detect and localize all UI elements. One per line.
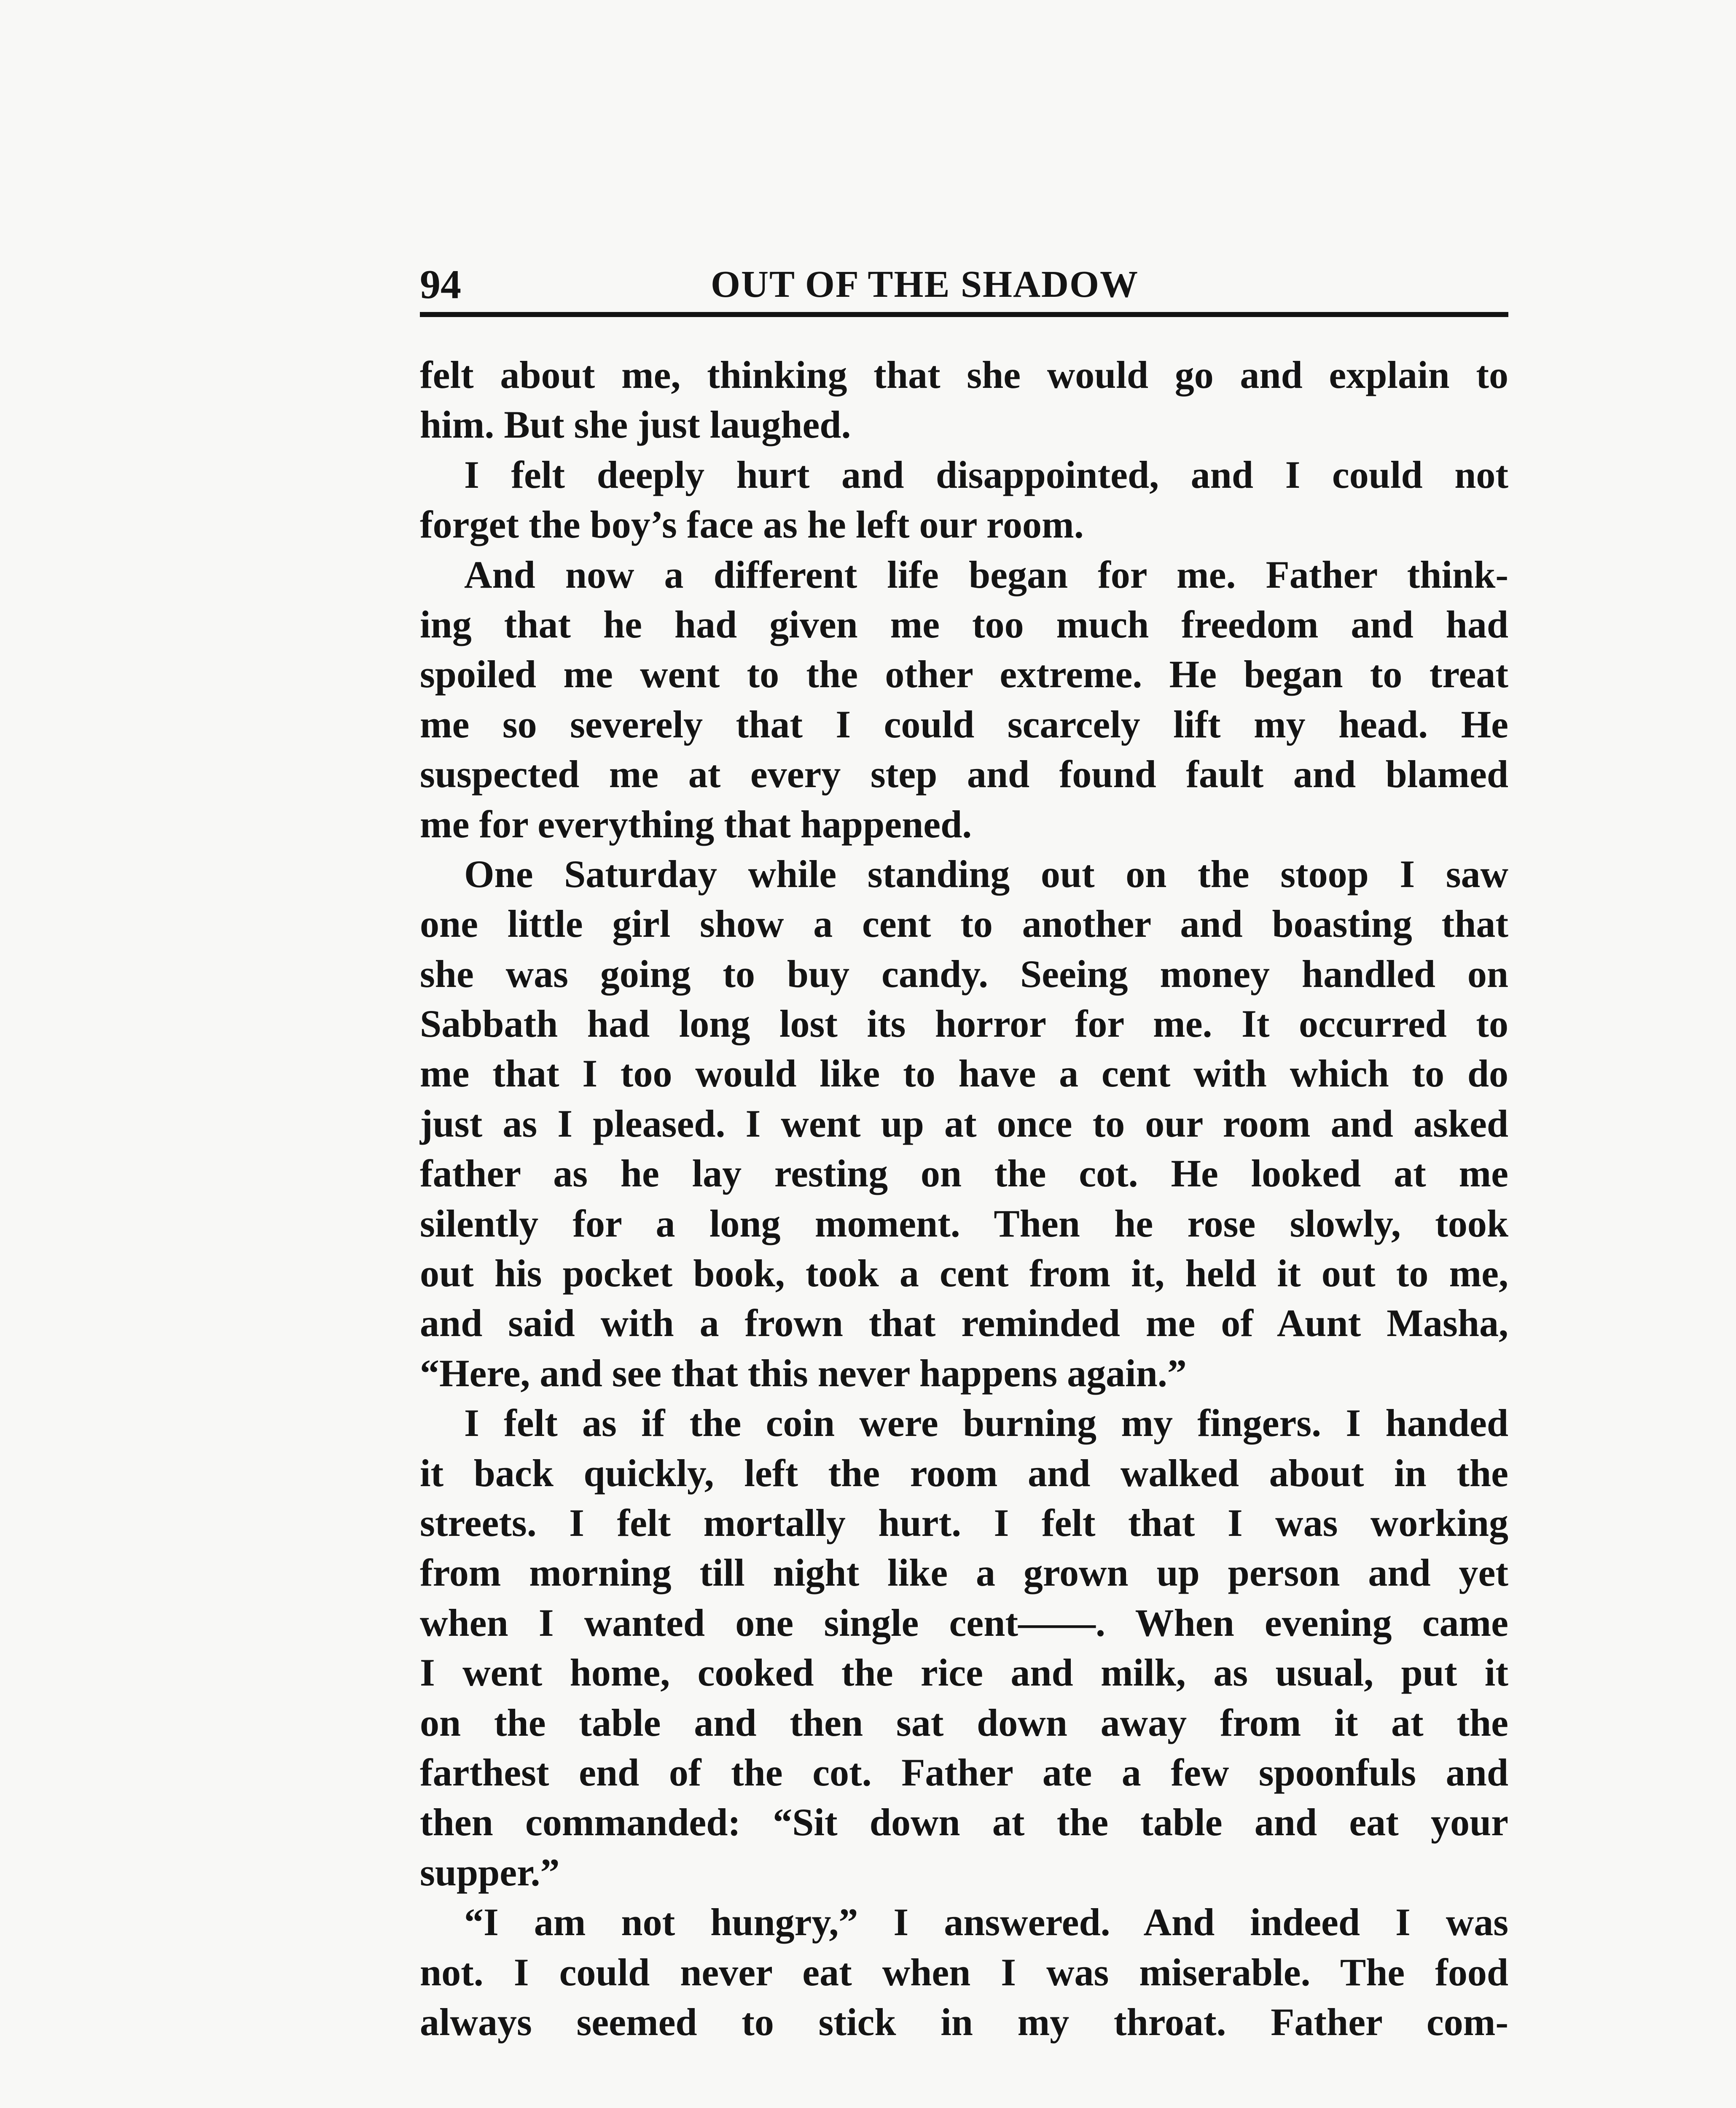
- body-text: [420, 350, 1508, 2047]
- text-line: one little girl show a cent to another and boasting that: [420, 902, 1508, 946]
- text-line: from morning till night like a grown up person and yet: [420, 1551, 1508, 1594]
- text-line: silently for a long moment. Then he rose slowly, took: [420, 1202, 1508, 1245]
- text-line: spoiled me went to the other extreme. He began to treat: [420, 653, 1508, 696]
- text-line: on the table and then sat down away from it at the: [420, 1701, 1508, 1744]
- text-line: him. But she just laughed.: [420, 403, 851, 446]
- text-line: always seemed to stick in my throat. Father com-: [420, 2000, 1508, 2043]
- text-line: forget the boy’s face as he left our room.: [420, 503, 1084, 546]
- text-line: when I wanted one single cent——. When evening came: [420, 1601, 1508, 1644]
- text-line: felt about me, thinking that she would go and explain to: [420, 353, 1508, 396]
- text-line: out his pocket book, took a cent from it, held it out to me,: [420, 1252, 1508, 1295]
- text-line: “Here, and see that this never happens again.”: [420, 1351, 1187, 1395]
- text-line: she was going to buy candy. Seeing money handled on: [420, 952, 1508, 995]
- text-line: streets. I felt mortally hurt. I felt that I was working: [420, 1501, 1508, 1544]
- text-line: me that I too would like to have a cent with which to do: [420, 1052, 1508, 1095]
- header-rule: [420, 312, 1508, 317]
- text-line: And now a different life began for me. Father think-: [464, 553, 1508, 596]
- text-line: not. I could never eat when I was miserable. The food: [420, 1950, 1508, 1994]
- text-line: I felt as if the coin were burning my fingers. I handed: [464, 1401, 1508, 1445]
- text-line: supper.”: [420, 1850, 560, 1894]
- page-header: [420, 253, 1508, 316]
- text-line: farthest end of the cot. Father ate a few spoonfuls and: [420, 1750, 1508, 1794]
- text-line: me for everything that happened.: [420, 802, 972, 846]
- text-line: then commanded: “Sit down at the table and eat your: [420, 1801, 1508, 1844]
- text-line: I went home, cooked the rice and milk, as usual, put it: [420, 1651, 1508, 1694]
- text-line: “I am not hungry,” I answered. And indeed I was: [464, 1901, 1508, 1944]
- text-line: father as he lay resting on the cot. He looked at me: [420, 1152, 1508, 1195]
- text-line: and said with a frown that reminded me of Aunt Masha,: [420, 1301, 1508, 1345]
- text-line: just as I pleased. I went up at once to our room and asked: [420, 1102, 1508, 1145]
- text-line: ing that he had given me too much freedom and had: [420, 602, 1508, 646]
- text-line: One Saturday while standing out on the stoop I saw: [464, 852, 1508, 895]
- text-line: Sabbath had long lost its horror for me. It occurred to: [420, 1002, 1508, 1046]
- text-line: I felt deeply hurt and disappointed, and I could not: [464, 453, 1508, 496]
- text-line: suspected me at every step and found fault and blamed: [420, 753, 1508, 796]
- running-title: OUT OF THE SHADOW: [711, 264, 1139, 305]
- text-line: me so severely that I could scarcely lift my head. He: [420, 702, 1508, 746]
- text-line: it back quickly, left the room and walked about in the: [420, 1451, 1508, 1495]
- page-number: 94: [420, 262, 461, 307]
